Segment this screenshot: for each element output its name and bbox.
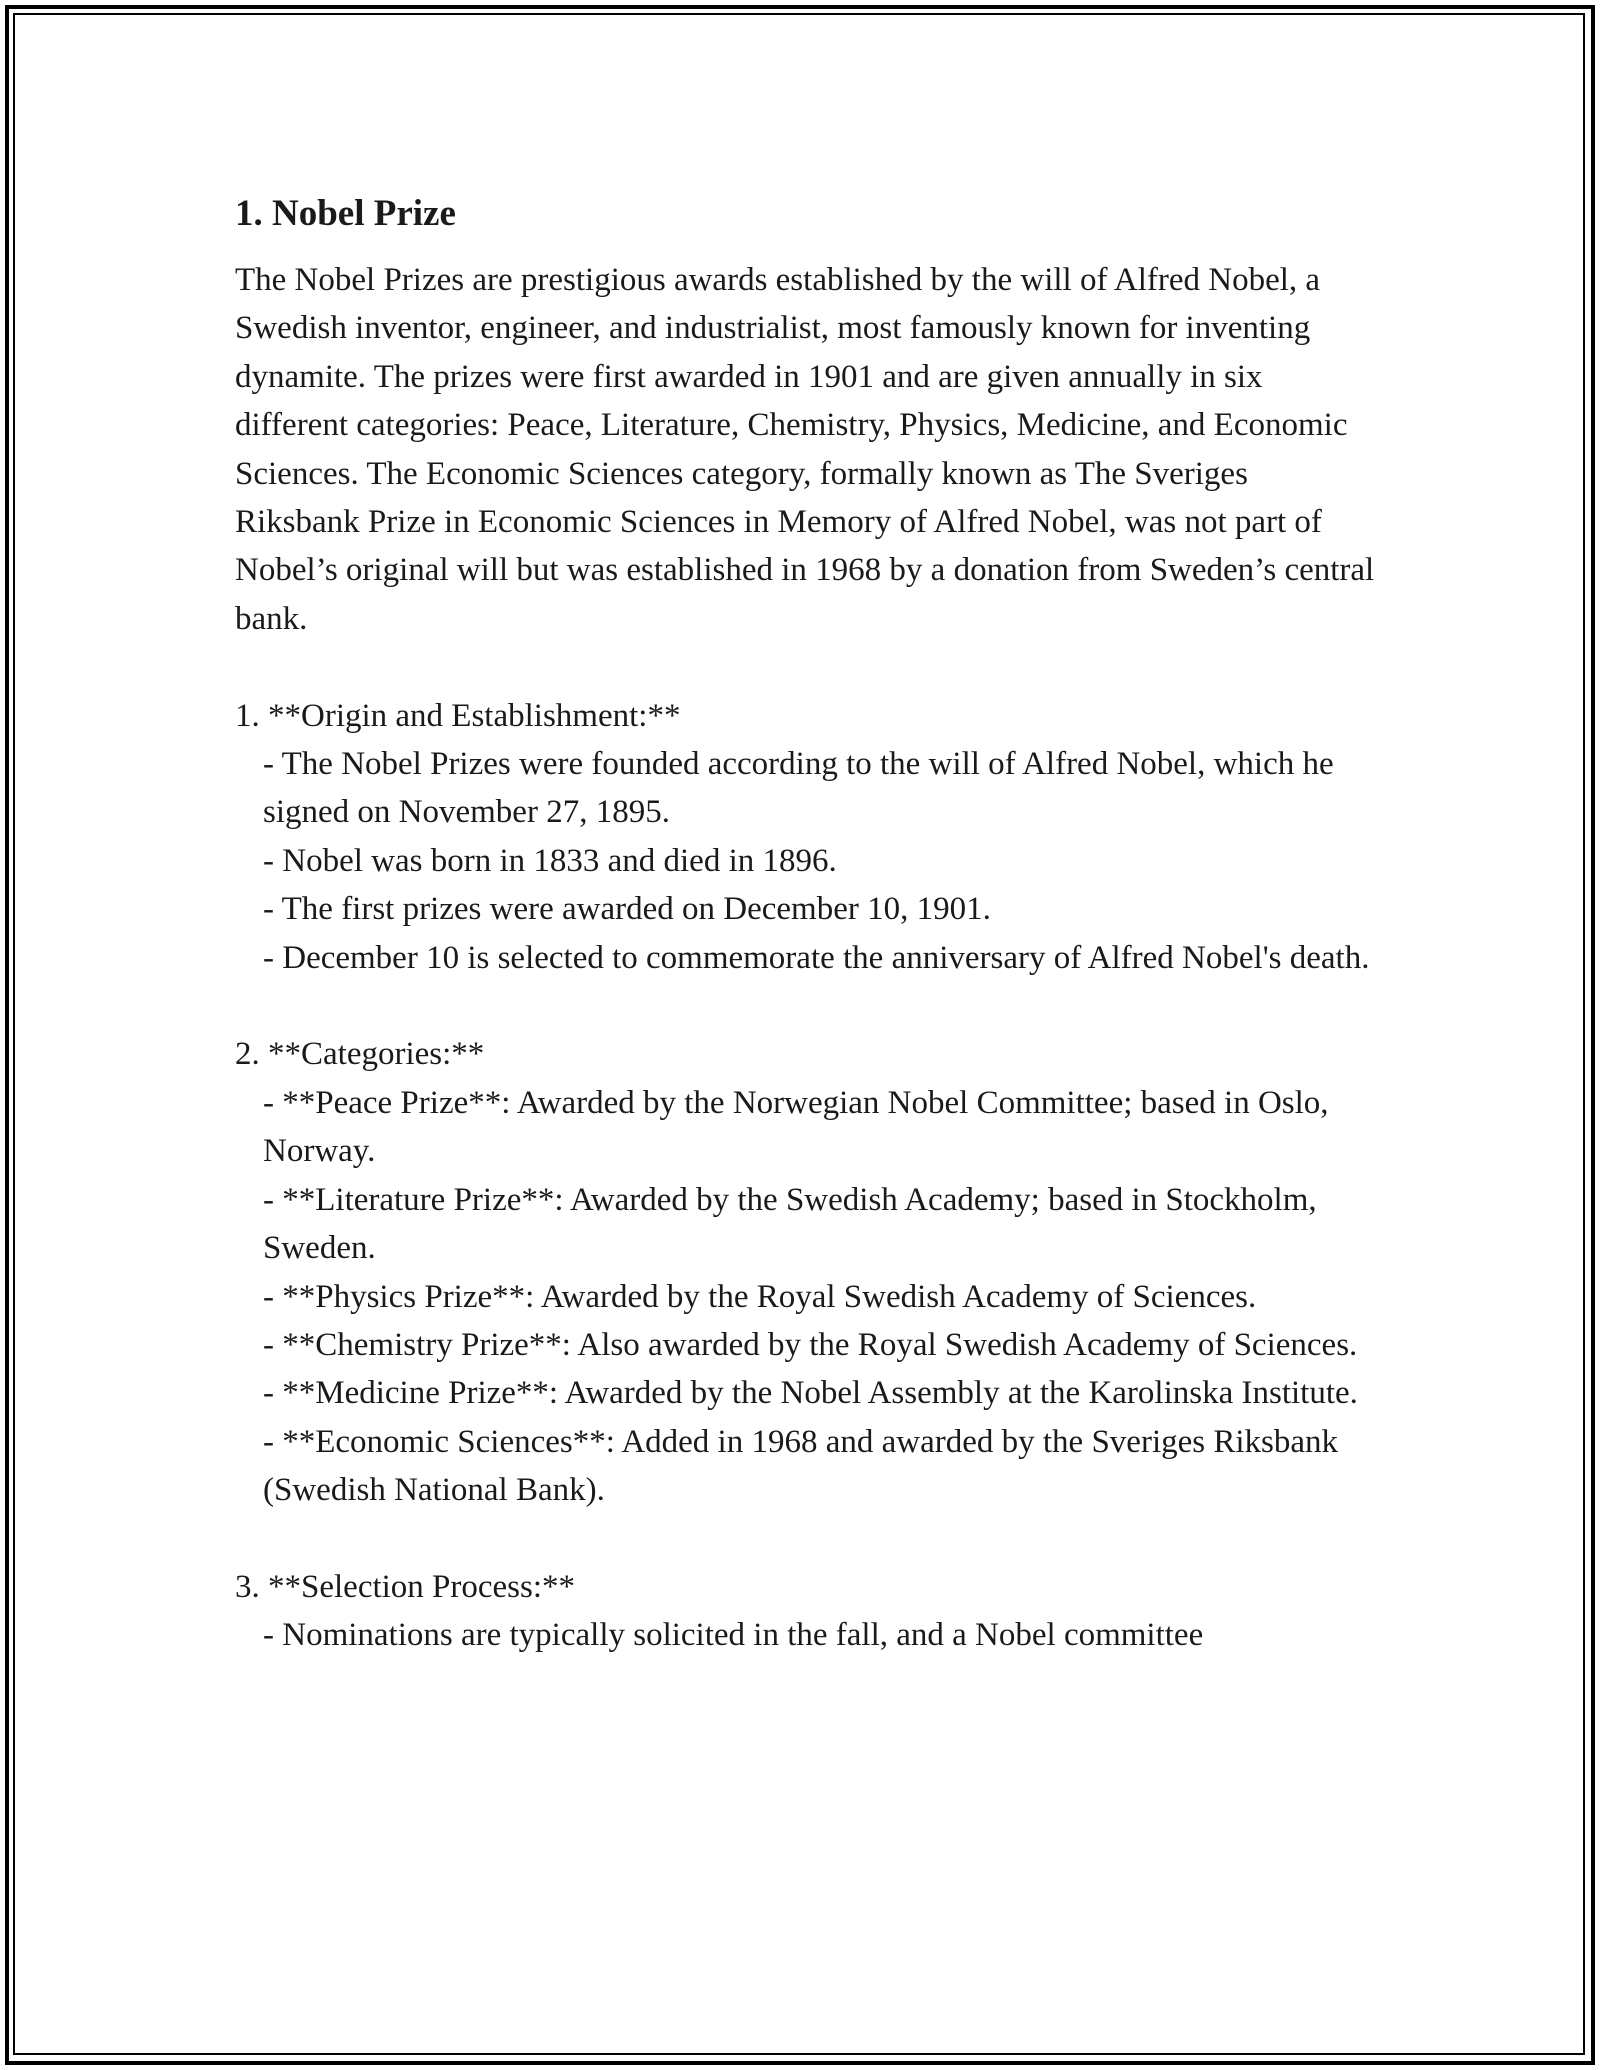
document-body	[235, 186, 1375, 1660]
list-item: - Nobel was born in 1833 and died in 1896.	[263, 842, 837, 879]
list-item: - The first prizes were awarded on December 10, 1901.	[263, 891, 991, 928]
list-item: - The Nobel Prizes were founded according to the will of Alfred Nobel, which he signed on November 27, 1895.	[263, 746, 1334, 831]
section-title: 1. **Origin and Establishment:**	[235, 697, 681, 734]
list-item: - **Peace Prize**: Awarded by the Norwegian Nobel Committee; based in Oslo, Norway.	[263, 1084, 1329, 1170]
spacer	[235, 1515, 1375, 1563]
spacer	[235, 982, 1375, 1030]
list-item: - **Medicine Prize**: Awarded by the Nobel Assembly at the Karolinska Institute.	[263, 1375, 1358, 1412]
list-item: - **Economic Sciences**: Added in 1968 and awarded by the Sveriges Riksbank (Swedish National Bank).	[263, 1423, 1339, 1509]
spacer	[235, 643, 1375, 691]
section-title: 2. **Categories:**	[235, 1036, 485, 1073]
page-title: 1. Nobel Prize	[235, 193, 456, 234]
intro-paragraph: The Nobel Prizes are prestigious awards established by the will of Alfred Nobel, a Swedish inventor, engineer, and industrialist, most famously known for inventing dynamite. The prizes were first awarded in 1901 and are given annually in six different categories: Peace, Literature, Chemistry, Physics, Medicine, and Economic Sciences. The Economic Sciences category, formally known as The Sveriges Riksbank Prize in Economic Sciences in Memory of Alfred Nobel, was not part of Nobel’s original will but was established in 1968 by a donation from Sweden’s central bank.	[235, 262, 1375, 637]
list-item: - Nominations are typically solicited in the fall, and a Nobel committee	[263, 1617, 1204, 1654]
list-item: - December 10 is selected to commemorate the anniversary of Alfred Nobel's death.	[263, 939, 1370, 976]
list-item: - **Physics Prize**: Awarded by the Royal Swedish Academy of Sciences.	[263, 1278, 1257, 1315]
list-item: - **Literature Prize**: Awarded by the Swedish Academy; based in Stockholm, Sweden.	[263, 1181, 1317, 1267]
list-item: - **Chemistry Prize**: Also awarded by the Royal Swedish Academy of Sciences.	[263, 1326, 1358, 1363]
section-selection-process	[235, 1563, 1375, 1660]
section-categories	[235, 1030, 1375, 1514]
section-title: 3. **Selection Process:**	[235, 1568, 576, 1605]
section-origin	[235, 692, 1375, 982]
